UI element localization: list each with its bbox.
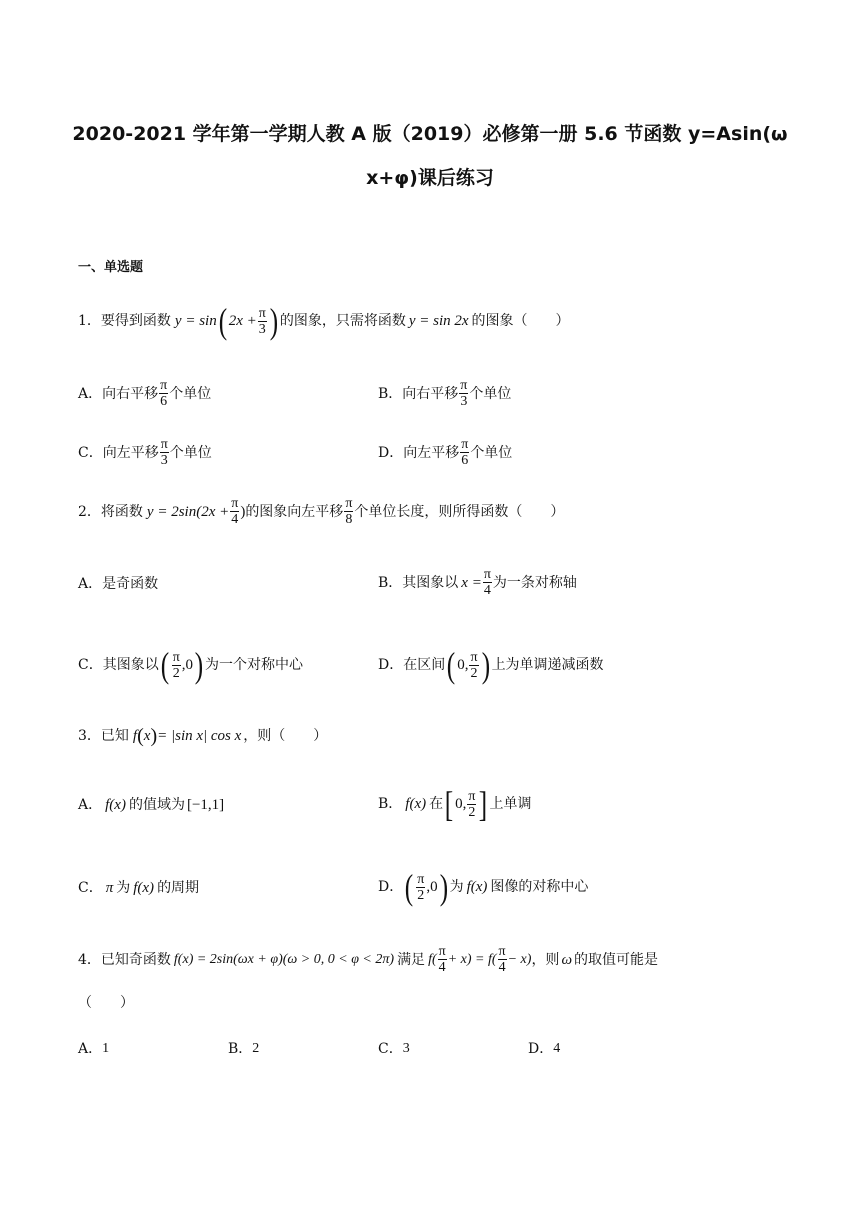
- left-paren: (: [137, 725, 144, 747]
- option-label: A．: [78, 576, 103, 592]
- math-expression: f(x): [466, 879, 488, 895]
- option-d[interactable]: [378, 647, 604, 683]
- option-label: C．: [78, 880, 103, 896]
- document-title-line1: 2020-2021 学年第一学期人教 A 版（2019）必修第一册 5.6 节函数 y=Asin(ω: [72, 123, 788, 145]
- fraction: $\frac{\pi}{2}$: [470, 649, 478, 681]
- math-expression: + x) = f(: [447, 951, 497, 967]
- question-text: 的取值可能是: [574, 951, 659, 968]
- option-text: 向右平移: [102, 385, 159, 402]
- right-bracket: ]: [479, 784, 488, 824]
- option-label: D．: [378, 657, 404, 673]
- fraction: $\frac{\pi}{4}$: [231, 496, 239, 527]
- option-text: 2: [252, 1041, 260, 1056]
- option-label: C．: [78, 657, 103, 673]
- option-label: A．: [78, 385, 103, 402]
- option-text: 其图象以: [402, 574, 459, 591]
- option-b[interactable]: [378, 378, 511, 409]
- fraction: $\frac{\pi}{4}$: [483, 567, 491, 598]
- option-label: B．: [378, 574, 403, 591]
- math-expression: 0,: [457, 657, 469, 673]
- question-number: 4．: [78, 951, 101, 968]
- option-text: 向左平移: [403, 444, 460, 461]
- question-number: 1．: [78, 313, 101, 329]
- option-c[interactable]: [78, 437, 212, 468]
- math-expression: f: [132, 728, 138, 744]
- option-label: B．: [378, 385, 403, 402]
- fraction: $\frac{\pi}{4}$: [438, 944, 446, 975]
- question-3: [78, 727, 327, 745]
- question-4-continuation: （ ）: [78, 995, 134, 1011]
- question-text: 满足: [397, 951, 426, 968]
- option-a[interactable]: [78, 575, 158, 593]
- math-expression: f(x): [405, 796, 427, 812]
- option-d[interactable]: [378, 437, 512, 468]
- fraction: $\frac{\pi}{3}$: [258, 305, 266, 337]
- option-text: 个单位: [469, 385, 512, 402]
- option-label: A．: [78, 797, 103, 813]
- option-a[interactable]: [78, 1040, 109, 1058]
- fraction: $\frac{\pi}{8}$: [345, 496, 353, 527]
- document-title-line2: x+φ)课后练习: [366, 167, 494, 189]
- fraction: $\frac{\pi}{6}$: [160, 378, 168, 409]
- option-label: C．: [78, 444, 103, 461]
- option-text: 为一个对称中心: [205, 657, 304, 673]
- right-paren: ): [150, 725, 158, 747]
- math-expression: ,0: [181, 657, 194, 673]
- question-number: 2．: [78, 503, 101, 520]
- option-label: C．: [378, 1041, 403, 1057]
- option-a[interactable]: [78, 796, 224, 814]
- option-label: B．: [228, 1041, 253, 1057]
- math-expression: f(x): [105, 797, 126, 813]
- left-paren: (: [447, 645, 456, 685]
- math-expression: y = sin 2x: [408, 313, 469, 329]
- math-expression: x =: [461, 574, 482, 591]
- math-expression: y = sin: [174, 313, 217, 329]
- left-paren: (: [218, 301, 227, 341]
- math-expression: ): [240, 503, 246, 520]
- math-expression: [−1,1]: [186, 797, 225, 813]
- option-text: 的周期: [157, 880, 200, 896]
- question-number: 3．: [78, 728, 101, 744]
- right-paren: ): [269, 301, 279, 341]
- question-text: 的图象向左平移: [245, 503, 344, 520]
- question-text: 的图象，只需将函数: [279, 313, 406, 329]
- option-text: 向右平移: [402, 385, 459, 402]
- question-text: ，则: [531, 951, 560, 968]
- option-text: 的值域为: [128, 797, 185, 813]
- math-expression: f(: [428, 951, 437, 967]
- option-b[interactable]: [228, 1040, 259, 1058]
- question-text: 个单位长度，则所得函数（ ）: [354, 503, 565, 520]
- option-text: 图像的对称中心: [490, 879, 589, 895]
- left-paren: (: [160, 645, 169, 685]
- option-text: 个单位: [169, 385, 212, 402]
- right-paren: ): [481, 645, 490, 685]
- option-label: B．: [378, 796, 403, 812]
- option-text: 上单调: [489, 796, 532, 812]
- option-a[interactable]: [78, 378, 211, 409]
- question-text: 已知奇函数: [100, 951, 171, 968]
- math-expression: = |sin x| cos x: [157, 728, 242, 744]
- question-text: 的图象（ ）: [471, 313, 570, 329]
- option-text: 上为单调递减函数: [491, 657, 604, 673]
- left-bracket: [: [444, 784, 454, 824]
- option-text: 为: [449, 879, 464, 895]
- question-text: ，则（ ）: [243, 728, 328, 744]
- fraction: $\frac{\pi}{2}$: [468, 788, 476, 820]
- math-expression: f(x): [133, 880, 155, 896]
- math-expression: f(x) = 2sin(ωx + φ)(ω > 0, 0 < φ < 2π): [173, 951, 395, 967]
- section-heading: 一、单选题: [78, 260, 144, 275]
- option-d[interactable]: [378, 869, 588, 905]
- option-text: 为一条对称轴: [492, 574, 577, 591]
- option-text: 在: [429, 796, 444, 812]
- question-1: [78, 303, 570, 339]
- option-label: A．: [78, 1041, 103, 1057]
- right-paren: ): [439, 867, 448, 907]
- fraction: $\frac{\pi}{4}$: [498, 944, 506, 975]
- question-text: 已知: [100, 728, 129, 744]
- option-text: 其图象以: [102, 657, 159, 673]
- fraction: $\frac{\pi}{6}$: [461, 437, 469, 468]
- option-text: 个单位: [470, 444, 513, 461]
- option-text: 1: [102, 1041, 110, 1056]
- math-expression: 0,: [455, 796, 467, 812]
- math-expression: π: [105, 880, 114, 896]
- option-c[interactable]: [378, 1040, 410, 1058]
- math-expression: x: [143, 728, 151, 744]
- question-text: 要得到函数: [100, 313, 171, 329]
- math-expression: ω: [561, 951, 573, 968]
- option-d[interactable]: [528, 1040, 560, 1058]
- math-expression: ,0: [426, 879, 438, 895]
- fraction: $\frac{\pi}{2}$: [417, 871, 425, 903]
- option-text: 为: [116, 880, 131, 896]
- option-text: 向左平移: [102, 444, 159, 461]
- option-text: 4: [553, 1041, 561, 1056]
- option-b[interactable]: [378, 567, 577, 598]
- left-paren: (: [405, 867, 414, 907]
- option-c[interactable]: [78, 879, 199, 897]
- question-2: [78, 496, 564, 527]
- fraction: $\frac{\pi}{3}$: [160, 437, 168, 468]
- option-text: 个单位: [169, 444, 212, 461]
- math-expression: − x): [507, 951, 532, 967]
- option-c[interactable]: [78, 647, 303, 683]
- option-b[interactable]: [378, 786, 531, 822]
- option-label: D．: [378, 879, 404, 895]
- option-text: 是奇函数: [102, 576, 159, 592]
- option-label: D．: [528, 1041, 554, 1057]
- option-label: D．: [378, 444, 404, 461]
- fraction: $\frac{\pi}{3}$: [460, 378, 468, 409]
- question-text: 将函数: [100, 503, 143, 520]
- fraction: $\frac{\pi}{2}$: [172, 649, 180, 681]
- option-text: 3: [402, 1041, 410, 1056]
- right-paren: ): [194, 645, 204, 685]
- option-text: 在区间: [403, 657, 446, 673]
- math-expression: 2x +: [228, 313, 257, 329]
- math-expression: y = 2sin(2x +: [146, 503, 230, 520]
- question-4: [78, 944, 658, 975]
